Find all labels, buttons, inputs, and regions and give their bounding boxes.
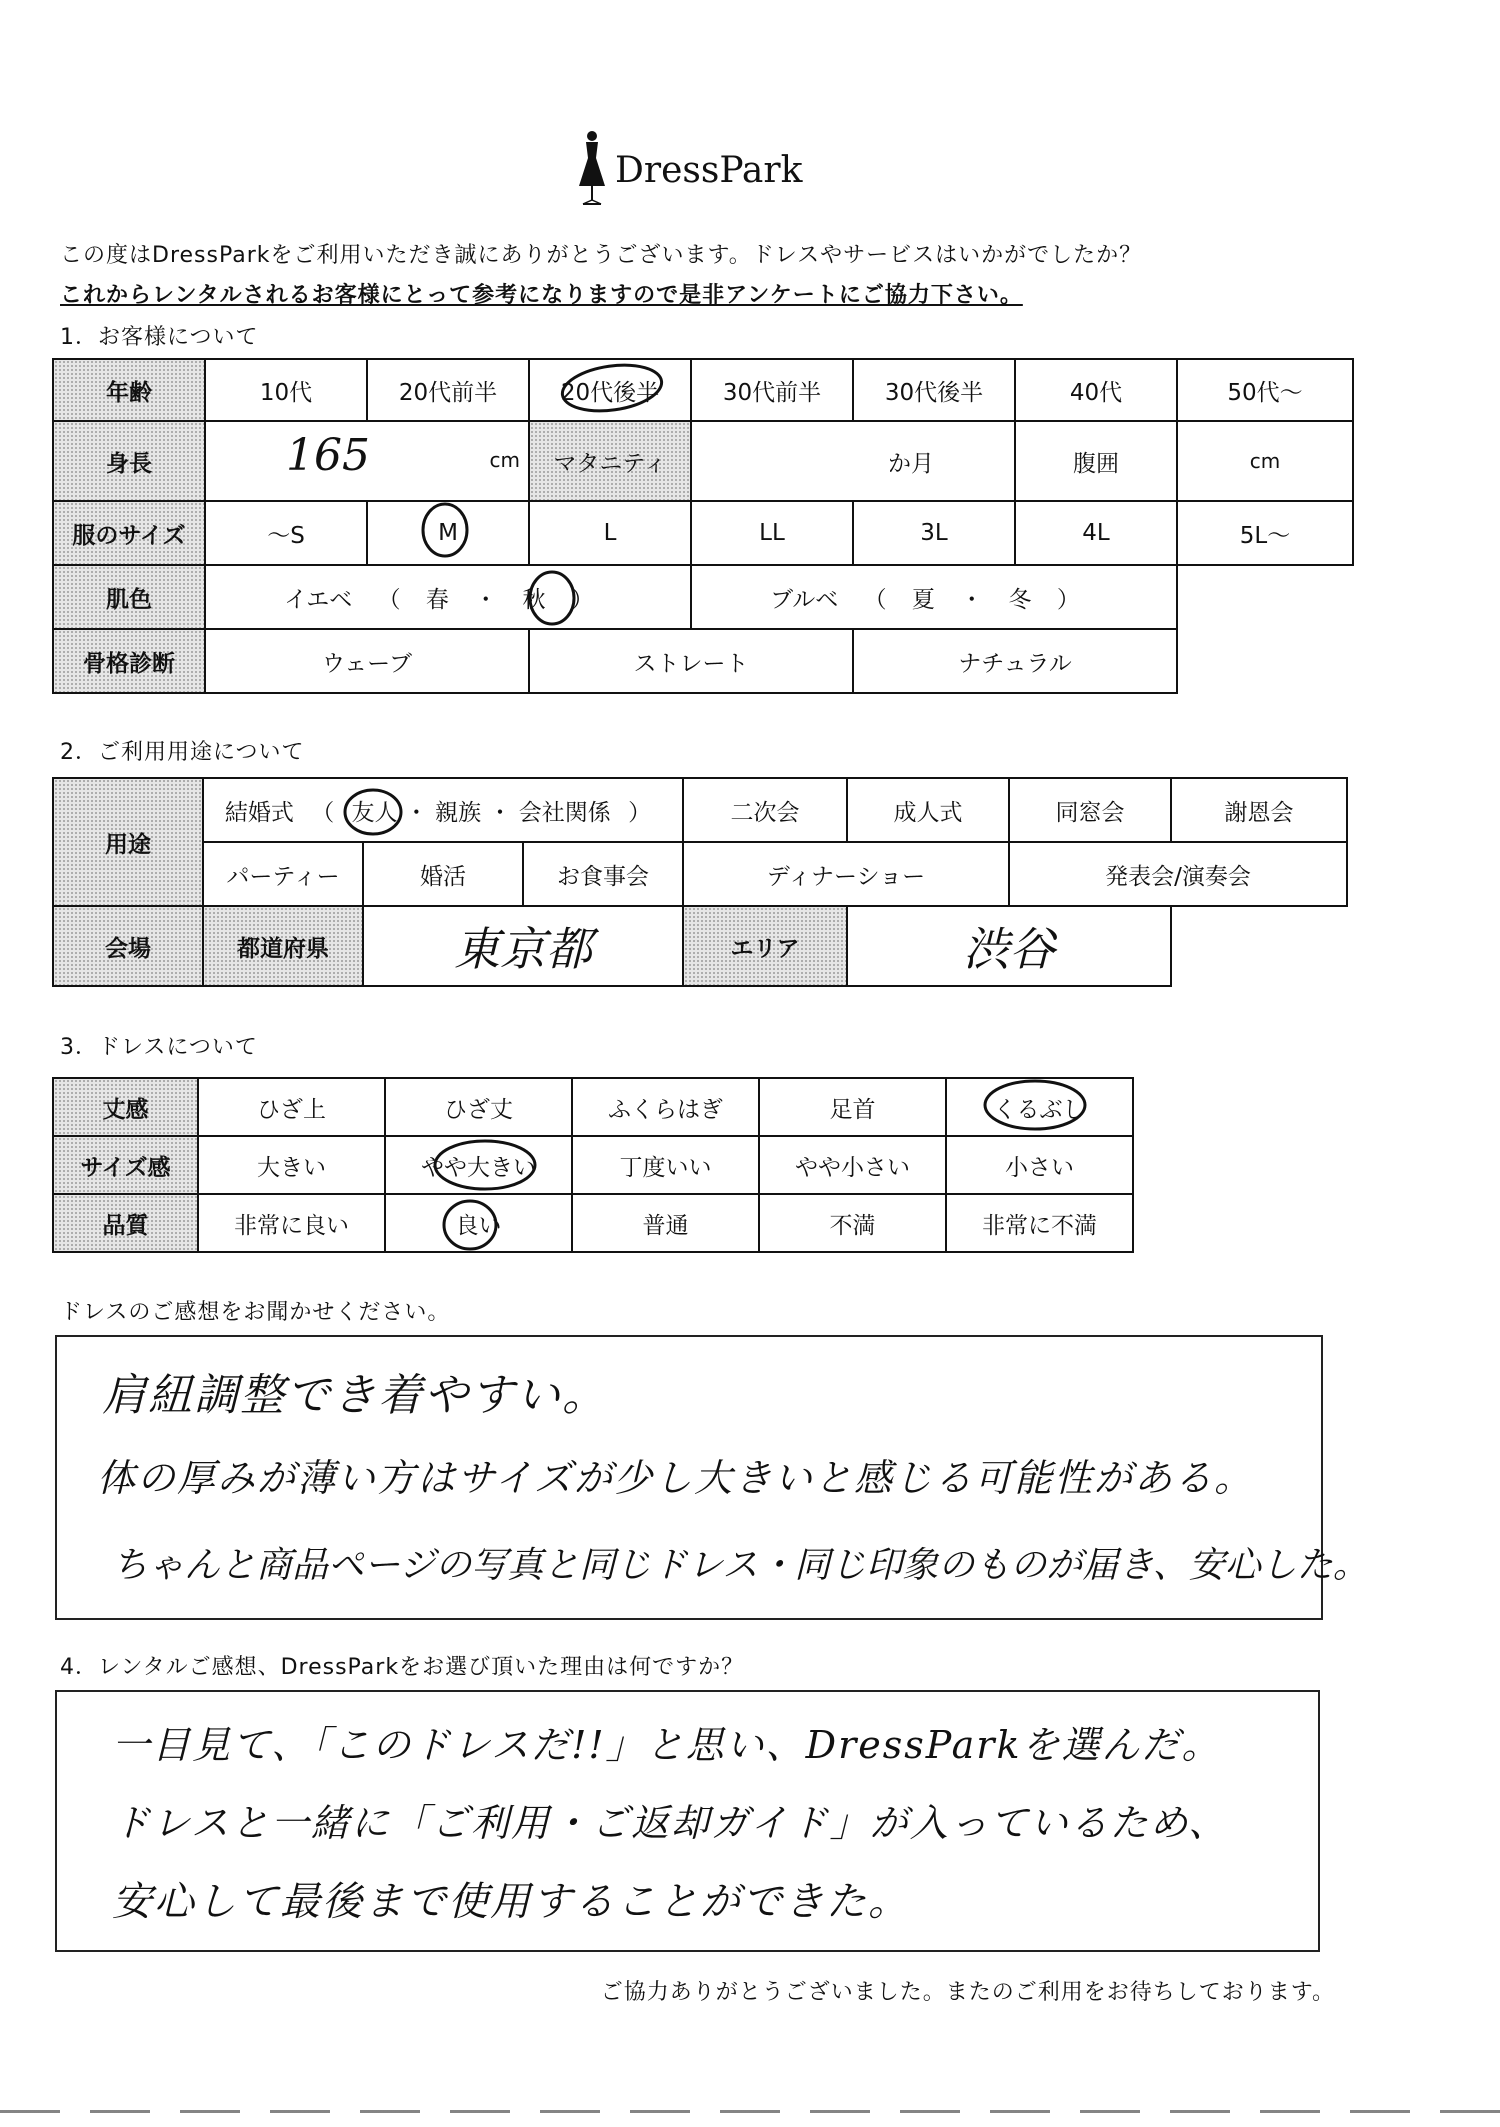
impression-title: ドレスのご感想をお聞かせください。 [60,1300,451,1325]
yellow-base-option[interactable]: イエベ （ 春 ・ 秋 ） [205,565,691,629]
intro-text: この度はDressParkをご利用いただき誠にありがとうございます。ドレスやサービスはいかがでしたか？ [60,243,1143,268]
skeleton-option[interactable]: ストレート [529,629,853,693]
quality-option[interactable]: 非常に良い [198,1194,385,1252]
usage-option[interactable]: 同窓会 [1009,778,1171,842]
age-option[interactable]: 10代 [205,359,367,421]
prefecture-value[interactable]: 東京都 [363,906,683,986]
season-winter[interactable]: 冬 [1008,586,1032,613]
length-option[interactable]: ひざ上 [198,1078,385,1136]
usage-option[interactable]: 婚活 [363,842,523,906]
size-option[interactable]: L [529,501,691,565]
length-row [53,1078,1133,1136]
quality-option[interactable]: 非常に不満 [946,1194,1133,1252]
blue-base-option[interactable]: ブルベ （ 夏 ・ 冬 ） [691,565,1177,629]
usage-option[interactable]: 成人式 [847,778,1009,842]
impression-box[interactable] [55,1335,1369,1620]
length-label: 丈感 [53,1078,198,1136]
reason-box[interactable] [55,1690,1320,1952]
impression-line: ちゃんと商品ページの写真と同じドレス・同じ印象のものが届き、安心した。 [112,1545,1369,1586]
wedding-relative[interactable]: 親族 [435,799,482,826]
age-option[interactable]: 20代前半 [367,359,529,421]
usage-option[interactable]: 謝恩会 [1171,778,1347,842]
usage-row-2 [53,842,1347,906]
venue-label: 会場 [53,906,203,986]
dress-mannequin-icon [575,128,609,208]
scan-edge-line [0,2110,1500,2113]
length-option[interactable]: ひざ丈 [385,1078,572,1136]
height-unit: cm [489,448,520,472]
length-option[interactable]: 足首 [759,1078,946,1136]
age-option-selected[interactable]: 20代後半 [529,359,691,421]
age-option[interactable]: 30代前半 [691,359,853,421]
yellow-base-label: イエベ [284,586,353,613]
blue-base-label: ブルベ [770,586,839,613]
size-option[interactable]: 4L [1015,501,1177,565]
waist-unit[interactable]: cm [1177,421,1353,501]
section2-title: 2．ご利用用途について [60,740,305,765]
reason-line: 安心して最後まで使用することができた。 [112,1879,910,1925]
wedding-friend-selected[interactable]: 友人 [351,799,398,826]
size-row [53,501,1353,565]
size-option[interactable]: 5L～ [1177,501,1353,565]
footer-thanks: ご協力ありがとうございました。またのご利用をお待ちしております。 [600,1980,1335,2005]
area-label: エリア [683,906,847,986]
usage-option[interactable]: 発表会/演奏会 [1009,842,1347,906]
skeleton-option[interactable]: ウェーブ [205,629,529,693]
dress-table [52,1077,1134,1253]
quality-label: 品質 [53,1194,198,1252]
section4-title: 4．レンタルご感想、DressParkをお選び頂いた理由は何ですか？ [60,1655,745,1680]
fit-option[interactable]: 小さい [946,1136,1133,1194]
length-option-selected[interactable]: くるぶし [946,1078,1133,1136]
fit-option-selected[interactable]: やや大きい [385,1136,572,1194]
section1-title: 1．お客様について [60,325,259,350]
reason-line: ドレスと一緒に「ご利用・ご返却ガイド」が入っているため、 [112,1801,1229,1845]
quality-row [53,1194,1133,1252]
venue-row [53,906,1347,986]
height-label: 身長 [53,421,205,501]
reason-line: 一目見て、「このドレスだ!!」と思い、DressParkを選んだ。 [112,1723,1222,1767]
section3-title: 3．ドレスについて [60,1035,258,1060]
length-option[interactable]: ふくらはぎ [572,1078,759,1136]
wedding-company[interactable]: 会社関係 [518,799,611,826]
height-value: 165 [286,430,370,481]
season-summer[interactable]: 夏 [911,586,935,613]
size-option[interactable]: ～S [205,501,367,565]
wedding-option[interactable]: 結婚式 （ 友人 ・ 親族 ・ 会社関係 ） [203,778,683,842]
usage-option[interactable]: ディナーショー [683,842,1009,906]
maternity-label: マタニティ [529,421,691,501]
skin-label: 肌色 [53,565,205,629]
age-label: 年齢 [53,359,205,421]
quality-option[interactable]: 不満 [759,1194,946,1252]
usage-label: 用途 [53,778,203,906]
brand-name: DressPark [615,150,803,191]
quality-option[interactable]: 普通 [572,1194,759,1252]
maternity-months[interactable]: か月 [691,421,1015,501]
skeleton-row [53,629,1353,693]
age-row [53,359,1353,421]
fit-option[interactable]: 丁度いい [572,1136,759,1194]
usage-option[interactable]: お食事会 [523,842,683,906]
size-label: 服のサイズ [53,501,205,565]
usage-option[interactable]: パーティー [203,842,363,906]
size-option[interactable]: 3L [853,501,1015,565]
wedding-label: 結婚式 [224,799,294,826]
quality-option-selected[interactable]: 良い [385,1194,572,1252]
fit-row [53,1136,1133,1194]
prefecture-label: 都道府県 [203,906,363,986]
season-autumn-selected[interactable]: 秋 [522,586,546,613]
usage-option[interactable]: 二次会 [683,778,847,842]
impression-line: 肩紐調整でき着やすい。 [102,1370,608,1421]
intro-request: これからレンタルされるお客様にとって参考になりますので是非アンケートにご協力下さい。 [60,283,1023,308]
skeleton-option[interactable]: ナチュラル [853,629,1177,693]
age-option[interactable]: 50代～ [1177,359,1353,421]
fit-option[interactable]: やや小さい [759,1136,946,1194]
fit-option[interactable]: 大きい [198,1136,385,1194]
size-option-selected[interactable]: M [367,501,529,565]
customer-table [52,358,1354,694]
skeleton-label: 骨格診断 [53,629,205,693]
age-option[interactable]: 30代後半 [853,359,1015,421]
age-option[interactable]: 40代 [1015,359,1177,421]
dresspark-logo [575,128,815,208]
usage-table [52,777,1348,987]
size-option[interactable]: LL [691,501,853,565]
usage-row-1 [53,778,1347,842]
fit-label: サイズ感 [53,1136,198,1194]
season-spring[interactable]: 春 [425,586,449,613]
waist-label: 腹囲 [1015,421,1177,501]
height-row [53,421,1353,501]
area-value[interactable]: 渋谷 [847,906,1171,986]
impression-line: 体の厚みが薄い方はサイズが少し大きいと感じる可能性がある。 [97,1456,1254,1500]
height-field[interactable] [205,421,529,501]
skin-row [53,565,1353,629]
